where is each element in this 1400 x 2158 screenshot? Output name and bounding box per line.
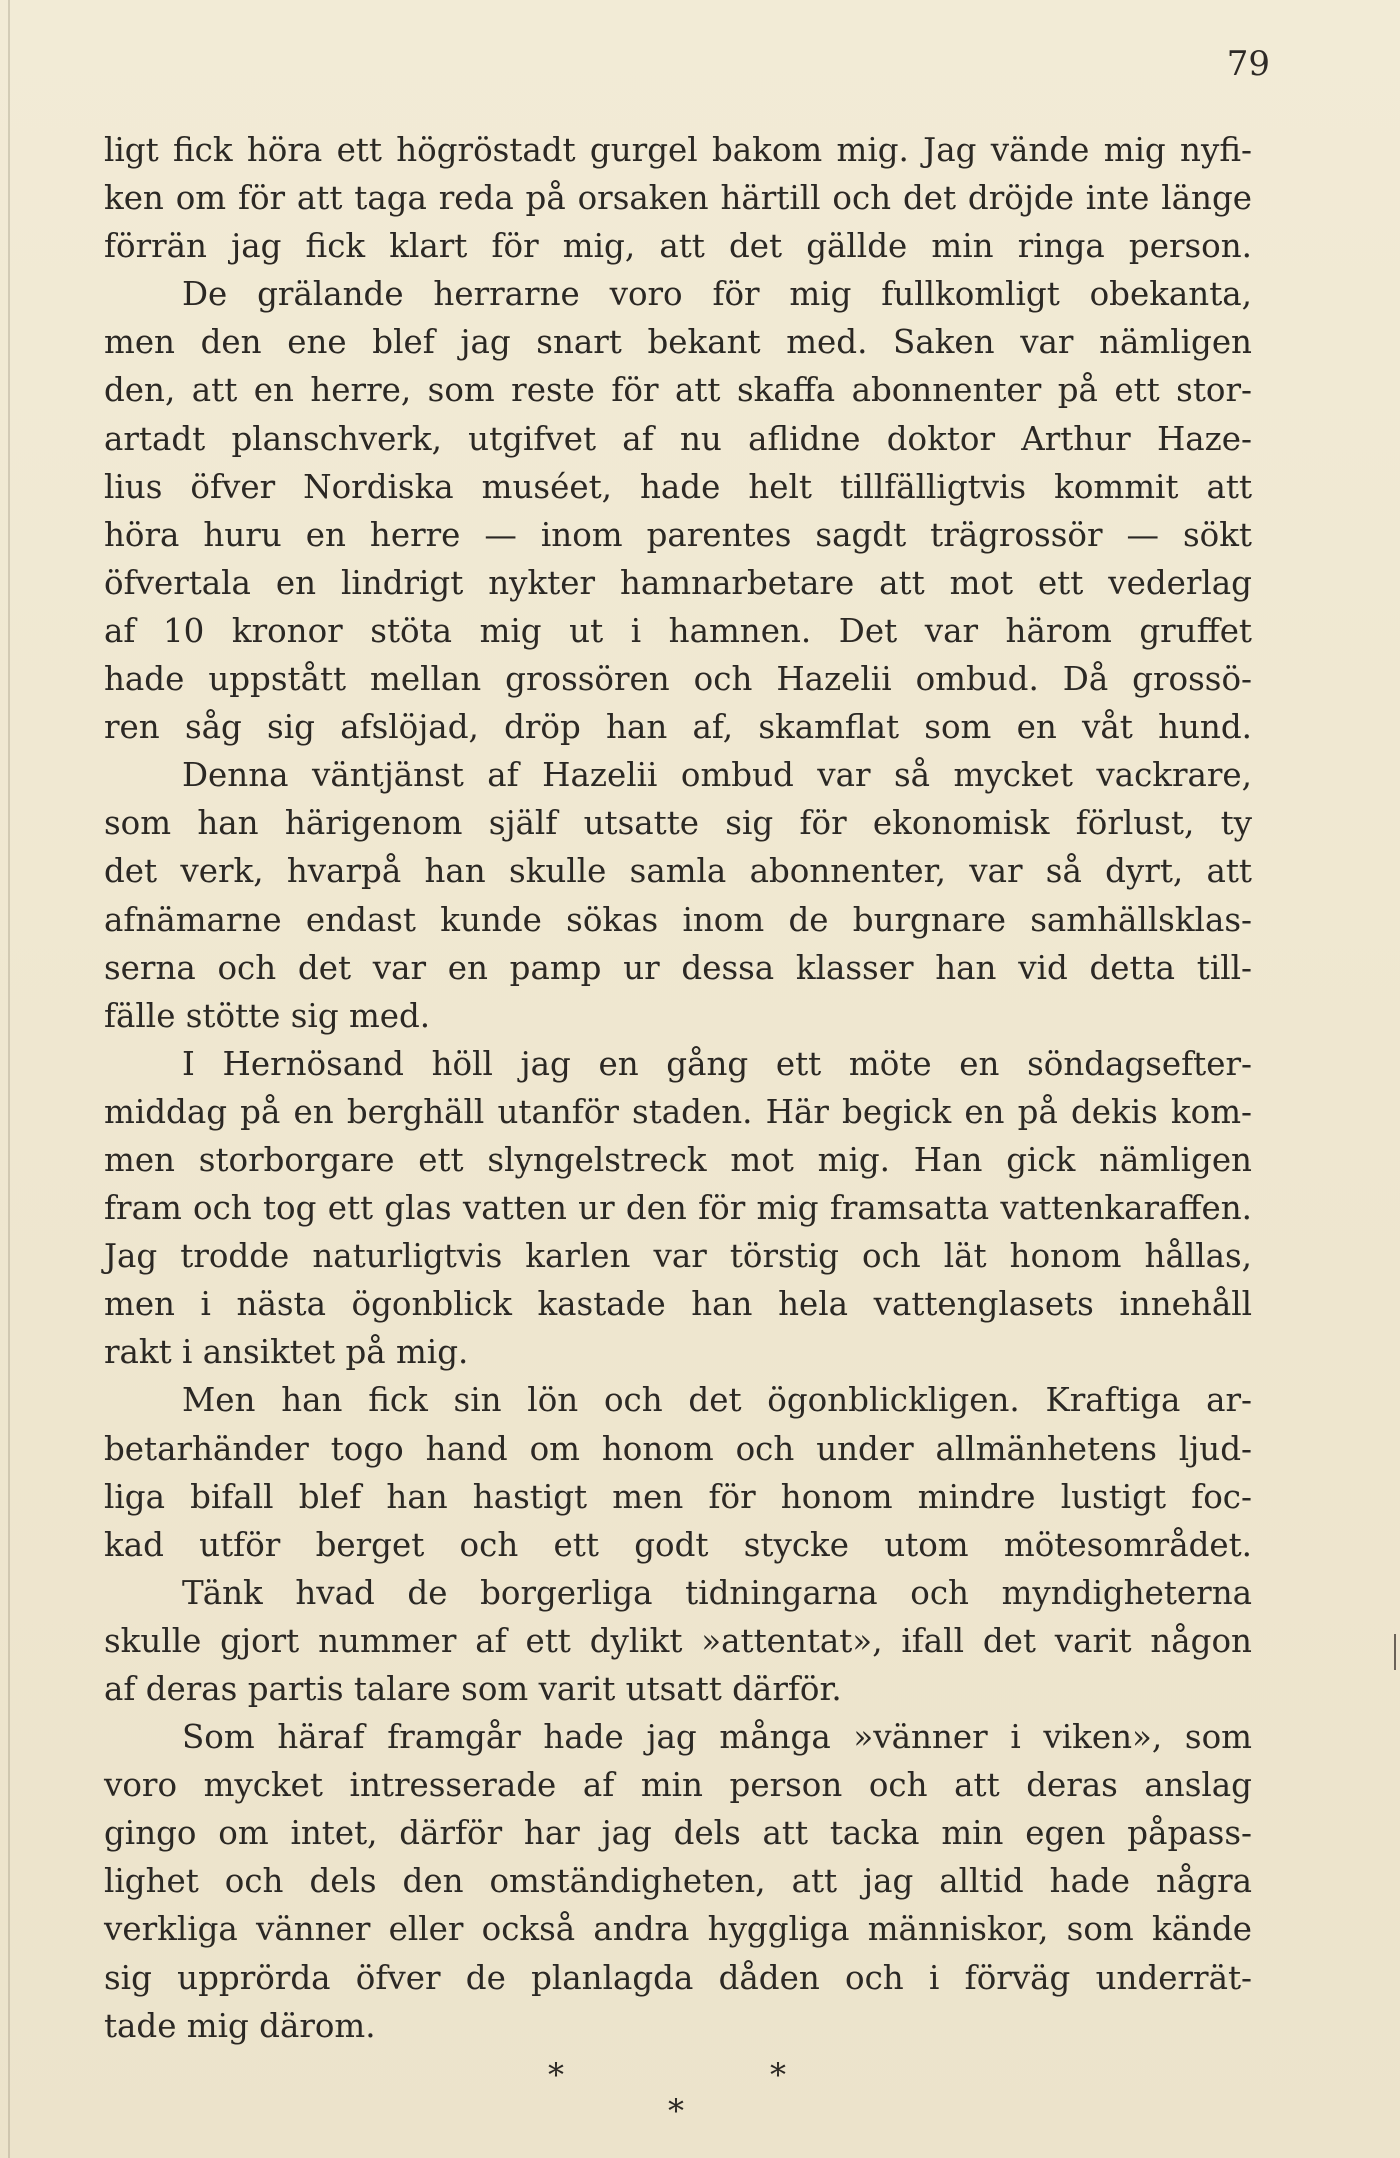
text-line: ligt fick höra ett högröstadt gurgel bakom mig. Jag vände mig nyfi- — [104, 131, 1252, 169]
text-line: serna och det var en pamp ur dessa klasser han vid detta till- — [104, 948, 1252, 987]
asterisk: * — [548, 2056, 564, 2094]
text-line: det verk, hvarpå han skulle samla abonnenter, var så dyrt, att — [104, 852, 1252, 891]
text-line: Tänk hvad de borgerliga tidningarna och myndigheterna — [182, 1573, 1252, 1612]
page-number: 79 — [1226, 44, 1270, 84]
text-line: men den ene blef jag snart bekant med. Saken var nämligen — [104, 323, 1252, 362]
text-line: gingo om intet, därför har jag dels att tacka min egen påpass- — [104, 1814, 1252, 1853]
text-line: Som häraf framgår hade jag många »vänner i viken», som — [182, 1718, 1252, 1757]
text-line: liga bifall blef han hastigt men för honom mindre lustigt foc- — [104, 1477, 1252, 1516]
text-line: fälle stötte sig med. — [104, 996, 431, 1035]
text-line: lighet och dels den omständigheten, att jag alltid hade några — [104, 1862, 1252, 1901]
text-line: lius öfver Nordiska muséet, hade helt tillfälligtvis kommit att — [104, 467, 1252, 506]
text-line: ken om för att taga reda på orsaken härtill och det dröjde inte länge — [104, 179, 1252, 218]
text-line: sig upprörda öfver de planlagda dåden och i förväg underrät- — [104, 1958, 1252, 1997]
text-line: fram och tog ett glas vatten ur den för mig framsatta vattenkaraffen. — [104, 1189, 1252, 1228]
text-line: af 10 kronor stöta mig ut i hamnen. Det var härom gruffet — [104, 611, 1252, 650]
text-line: förrän jag fick klart för mig, att det gällde min ringa person. — [104, 227, 1252, 266]
asterisk: * — [770, 2056, 786, 2094]
text-line: Jag trodde naturligtvis karlen var törstig och lät honom hållas, — [104, 1237, 1252, 1276]
page-edge-shadow — [8, 0, 10, 2158]
text-line: hade uppstått mellan grossören och Hazelii ombud. Då grossö- — [104, 660, 1252, 699]
text-line: betarhänder togo hand om honom och under allmänhetens ljud- — [104, 1429, 1252, 1468]
body-text — [104, 126, 1252, 2050]
text-line: artadt planschverk, utgifvet af nu aflidne doktor Arthur Haze- — [104, 419, 1252, 458]
text-line: men storborgare ett slyngelstreck mot mig. Han gick nämligen — [104, 1140, 1252, 1179]
text-line: höra huru en herre — inom parentes sagdt trägrossör — sökt — [104, 515, 1252, 554]
text-line: De grälande herrarne voro för mig fullkomligt obekanta, — [182, 275, 1252, 314]
text-line: af deras partis talare som varit utsatt därför. — [104, 1670, 842, 1708]
text-line: afnämarne endast kunde sökas inom de burgnare samhällsklas- — [104, 900, 1252, 939]
text-line: som han härigenom själf utsatte sig för ekonomisk förlust, ty — [104, 804, 1252, 843]
text-line: verkliga vänner eller också andra hyggliga människor, som kände — [104, 1910, 1252, 1949]
text-line: tade mig därom. — [104, 2006, 376, 2045]
text-line: I Hernösand höll jag en gång ett möte en söndagsefter- — [182, 1044, 1252, 1083]
asterisk: * — [668, 2092, 684, 2130]
text-line: öfvertala en lindrigt nykter hamnarbetare att mot ett vederlag — [104, 563, 1252, 602]
text-line: Denna väntjänst af Hazelii ombud var så mycket vackrare, — [182, 756, 1252, 795]
text-line: kad utför berget och ett godt stycke utom mötesområdet. — [104, 1525, 1252, 1564]
text-line: middag på en berghäll utanför staden. Här begick en på dekis kom- — [104, 1092, 1252, 1131]
text-line: voro mycket intresserade af min person och att deras anslag — [104, 1766, 1252, 1805]
margin-mark — [1394, 1634, 1396, 1670]
text-line: men i nästa ögonblick kastade han hela vattenglasets innehåll — [104, 1285, 1252, 1324]
text-line: ren såg sig afslöjad, dröp han af, skamflat som en våt hund. — [104, 708, 1252, 747]
text-line: rakt i ansiktet på mig. — [104, 1333, 469, 1372]
text-line: Men han fick sin lön och det ögonblickligen. Kraftiga ar- — [182, 1381, 1252, 1420]
text-line: den, att en herre, som reste för att skaffa abonnenter på ett stor- — [104, 371, 1252, 410]
section-break-asterisks — [0, 2048, 1400, 2128]
text-line: skulle gjort nummer af ett dylikt »attentat», ifall det varit någon — [104, 1621, 1252, 1660]
